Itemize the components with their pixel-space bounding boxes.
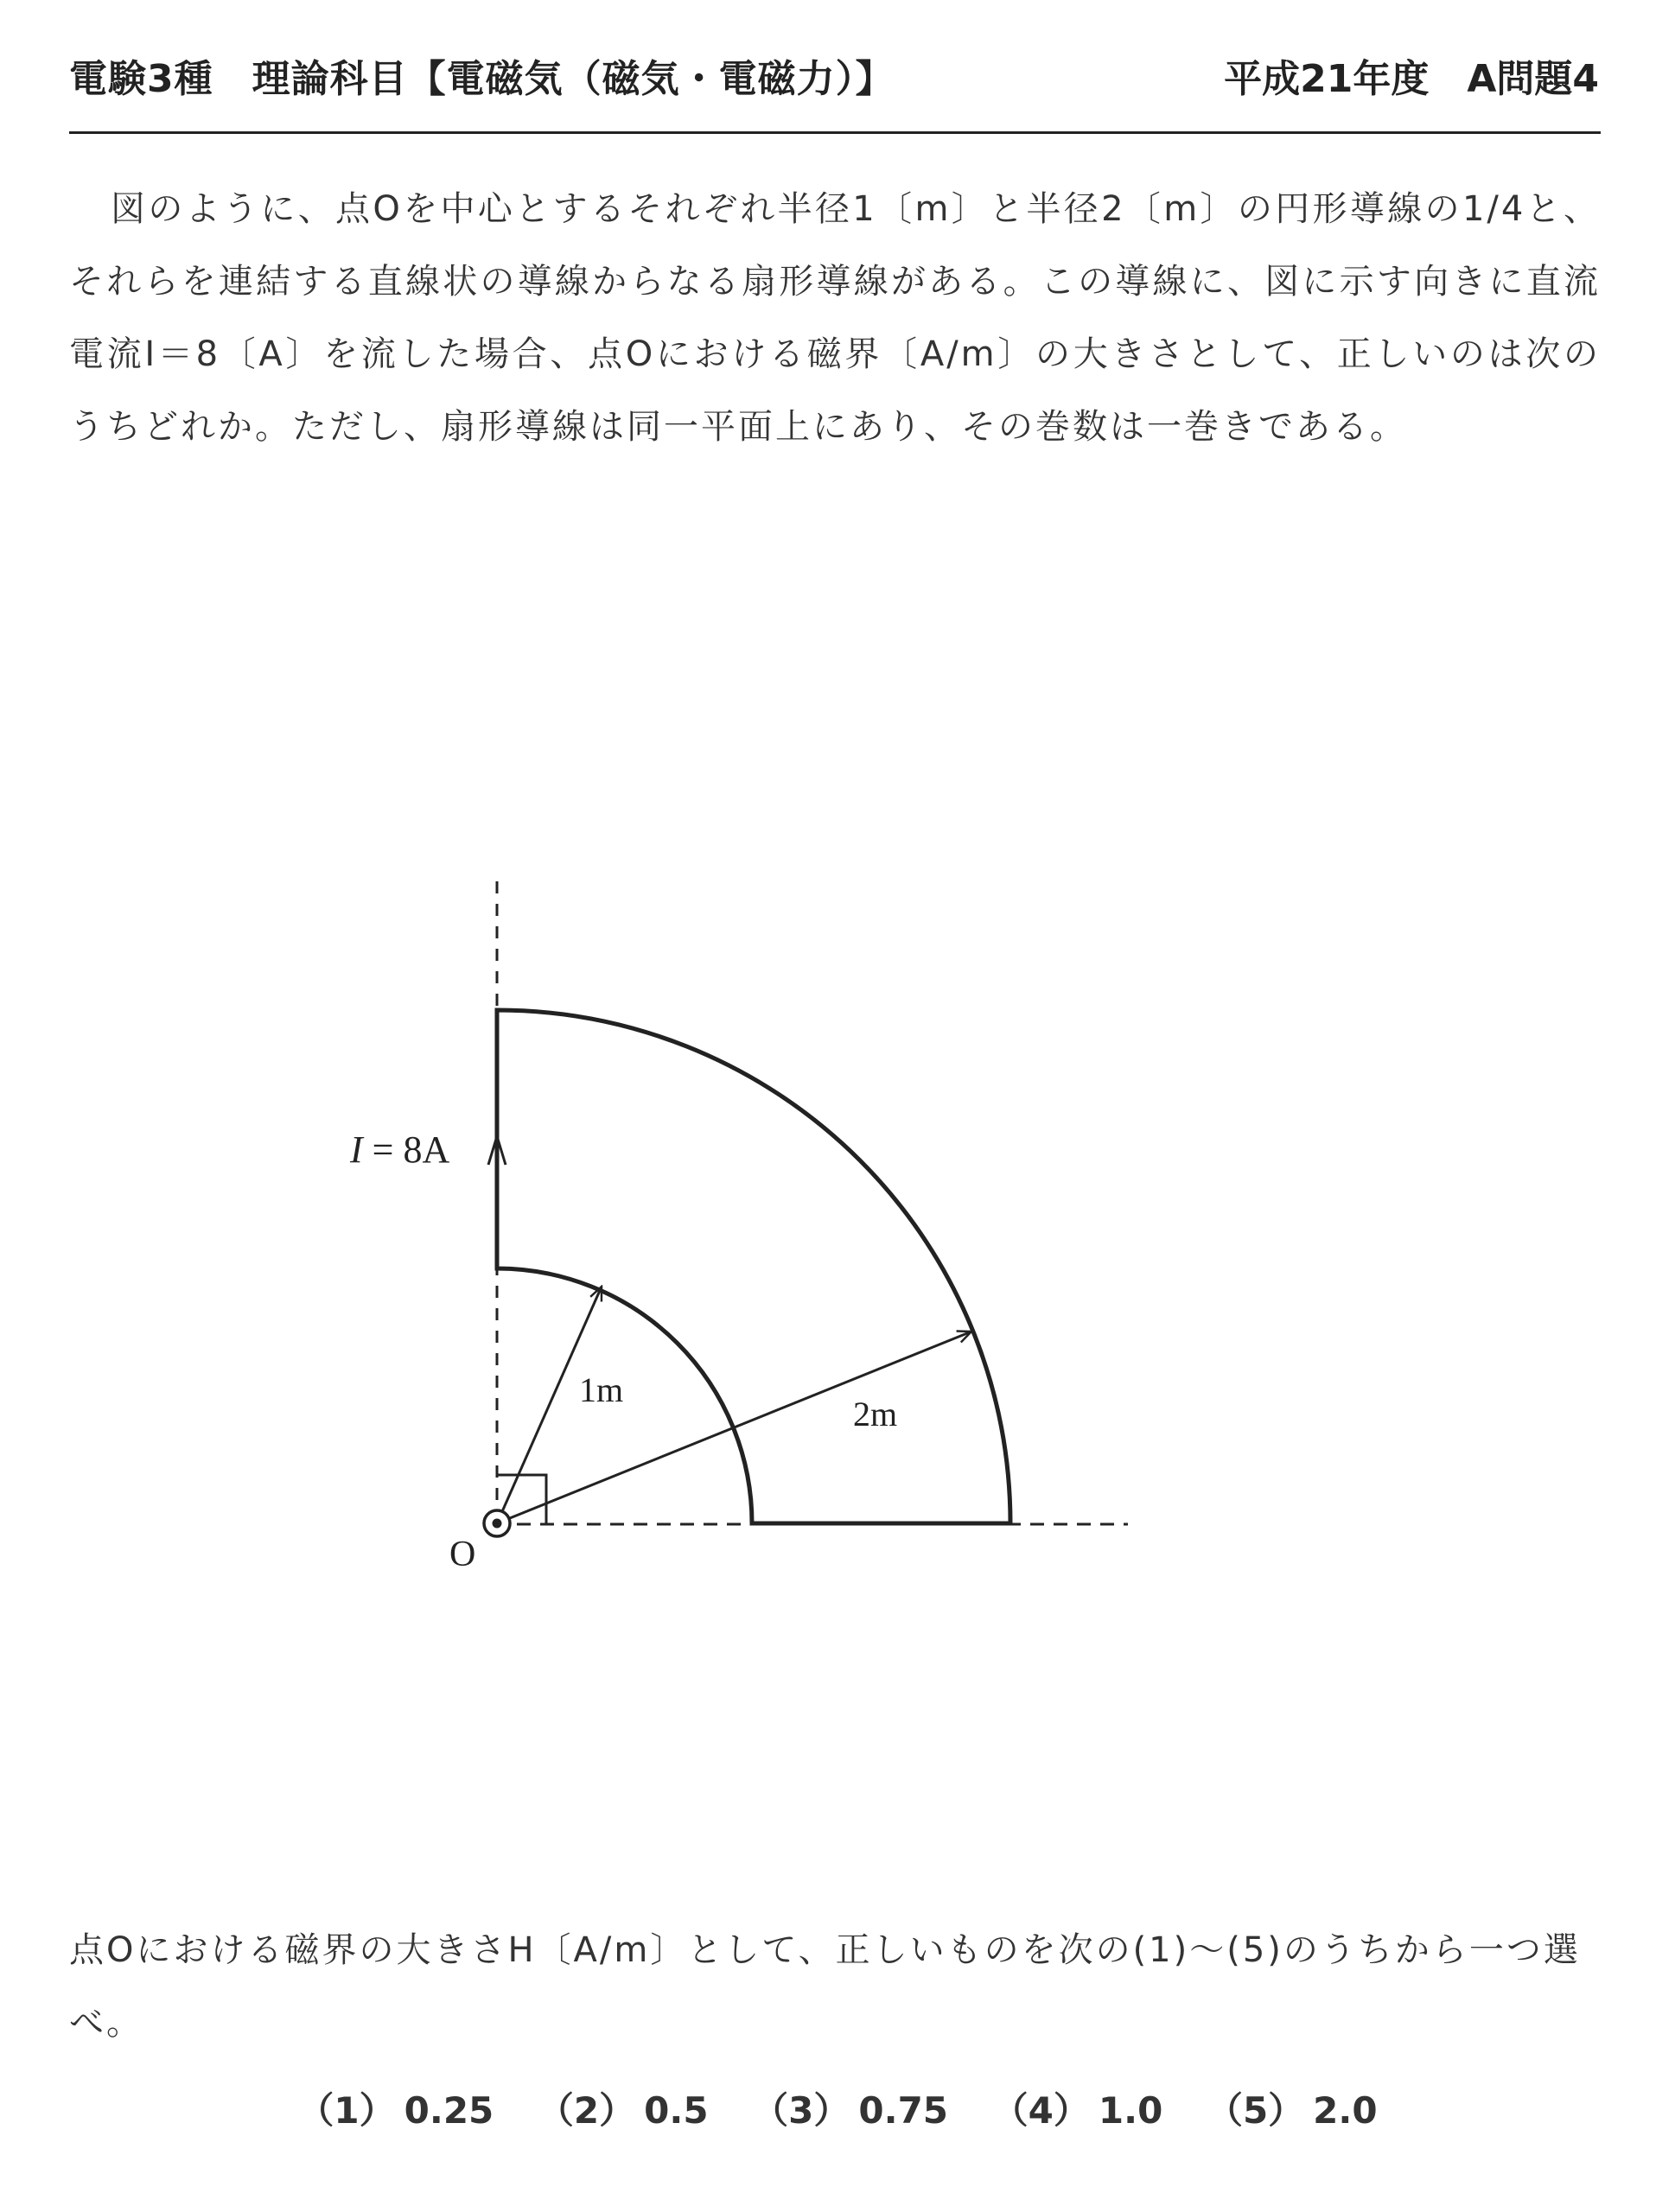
center-label: O — [449, 1535, 476, 1574]
choice-3[interactable] — [752, 2082, 948, 2134]
choice-4[interactable] — [992, 2082, 1163, 2134]
sector-conductor-figure — [328, 864, 1193, 1599]
radius-outer-label: 2m — [853, 1395, 898, 1433]
sector-conductor — [497, 1010, 1010, 1523]
answer-choices — [0, 2082, 1675, 2134]
subject-title: 電験3種 理論科目【電磁気（磁気・電磁力）】 — [69, 57, 895, 101]
current-label — [349, 1128, 449, 1171]
center-point-dot — [493, 1519, 502, 1529]
current-value: = 8A — [362, 1128, 450, 1171]
choice-value: 1.0 — [1098, 2089, 1163, 2132]
choice-number: （3） — [752, 2089, 850, 2132]
instruction-text: 点Oにおける磁界の大きさH〔A/m〕として、正しいものを次の(1)〜(5)のうちから一つ選べ。 — [69, 1930, 1581, 2043]
radius-inner-label: 1m — [579, 1370, 624, 1409]
choice-number: （1） — [297, 2089, 396, 2132]
page-header — [69, 48, 1599, 134]
choice-1[interactable] — [297, 2082, 494, 2134]
choice-number: （2） — [537, 2089, 636, 2132]
question-text: 図のように、点Oを中心とするそれぞれ半径1〔m〕と半径2〔m〕の円形導線の1/4と、それらを連結する直線状の導線からなる扇形導線がある。この導線に、図に示す向きに直流電流I＝8〔A〕を流した場合、点Oにおける磁界〔A/m〕の大きさとして、正しいのは次のうちどれか。ただし、扇形導線は同一平面上にあり、その巻数は一巻きである。 — [69, 189, 1601, 447]
choice-2[interactable] — [538, 2082, 709, 2134]
choice-number: （4） — [991, 2089, 1090, 2132]
choice-5[interactable] — [1207, 2082, 1378, 2134]
current-symbol: I — [350, 1128, 363, 1171]
choice-value: 0.75 — [858, 2089, 949, 2132]
exam-year-question-id: 平成21年度 A問題4 — [1224, 57, 1599, 101]
choice-value: 2.0 — [1313, 2089, 1378, 2132]
choice-number: （5） — [1206, 2089, 1305, 2132]
choice-value: 0.25 — [404, 2089, 494, 2132]
header-divider — [69, 131, 1601, 134]
choice-value: 0.5 — [644, 2089, 709, 2132]
